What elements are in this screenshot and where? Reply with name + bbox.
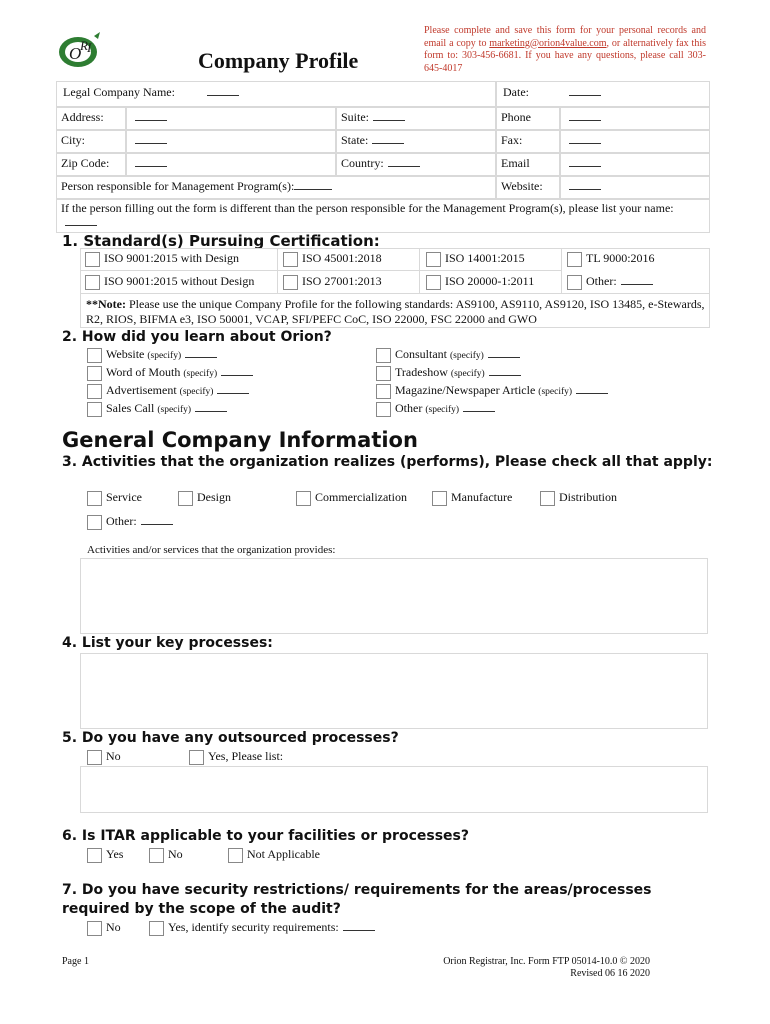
checkbox[interactable] bbox=[189, 750, 204, 765]
activity-manufacture-option[interactable]: Manufacture bbox=[432, 490, 512, 506]
form-footer: Orion Registrar, Inc. Form FTP 05014-10.0 © 2020 Revised 06 16 2020 bbox=[443, 956, 650, 979]
page-title: Company Profile bbox=[198, 48, 359, 73]
checkbox[interactable] bbox=[85, 252, 100, 267]
iso45001-option[interactable]: ISO 45001:2018 bbox=[283, 251, 382, 267]
other-standard-option[interactable]: Other: bbox=[567, 274, 653, 290]
email-link[interactable]: marketing@orion4value.com bbox=[489, 37, 607, 49]
city-field[interactable] bbox=[135, 133, 167, 144]
svg-text:I: I bbox=[87, 40, 92, 55]
fax-label: Fax: bbox=[501, 133, 523, 147]
phone-field[interactable] bbox=[569, 110, 601, 121]
legal-name-field[interactable] bbox=[207, 85, 239, 96]
activity-design-option[interactable]: Design bbox=[178, 490, 231, 506]
city-label: City: bbox=[61, 133, 86, 147]
person-field[interactable] bbox=[294, 179, 332, 190]
outsourced-no-option[interactable]: No bbox=[87, 749, 121, 765]
activity-other-field[interactable] bbox=[141, 514, 173, 525]
tl9000-option[interactable]: TL 9000:2016 bbox=[567, 251, 655, 267]
svg-text:O: O bbox=[69, 44, 82, 63]
general-info-heading: General Company Information bbox=[62, 428, 418, 452]
learn-other-option[interactable]: Other (specify) bbox=[376, 401, 495, 417]
checkbox[interactable] bbox=[85, 275, 100, 290]
phone-label: Phone bbox=[501, 110, 531, 124]
outsourced-yes-option[interactable]: Yes, Please list: bbox=[189, 749, 283, 765]
address-label: Address: bbox=[61, 110, 104, 124]
date-field[interactable] bbox=[569, 85, 601, 96]
different-person-label: If the person filling out the form is different than the person responsible for the Management Program(s), please list your name: bbox=[61, 201, 674, 215]
other-standard-field[interactable] bbox=[621, 274, 653, 285]
checkbox[interactable] bbox=[432, 491, 447, 506]
activity-service-option[interactable]: Service bbox=[87, 490, 142, 506]
iso27001-option[interactable]: ISO 27001:2013 bbox=[283, 274, 382, 290]
key-processes-textarea[interactable] bbox=[80, 653, 708, 729]
svg-text:R: R bbox=[80, 38, 88, 53]
state-label: State: bbox=[341, 133, 369, 147]
checkbox[interactable] bbox=[87, 366, 102, 381]
suite-label: Suite: bbox=[341, 110, 370, 124]
suite-field[interactable] bbox=[373, 110, 405, 121]
country-label: Country: bbox=[341, 156, 384, 170]
checkbox[interactable] bbox=[283, 275, 298, 290]
checkbox[interactable] bbox=[87, 515, 102, 530]
instructions-notice: Please complete and save this form for your personal records and email a copy to marketing@orion4value.com, or alternatively fax this form to: 303-456-6681. If you have any questions, please call 303-645-4017 bbox=[424, 25, 706, 74]
checkbox[interactable] bbox=[87, 491, 102, 506]
learn-tradeshow-option[interactable]: Tradeshow (specify) bbox=[376, 365, 521, 381]
fax-field[interactable] bbox=[569, 133, 601, 144]
outsourced-list-textarea[interactable] bbox=[80, 766, 708, 813]
security-yes-option[interactable]: Yes, identify security requirements: bbox=[149, 920, 375, 936]
activity-distribution-option[interactable]: Distribution bbox=[540, 490, 617, 506]
section-5-heading: 5. Do you have any outsourced processes? bbox=[62, 730, 399, 746]
security-field[interactable] bbox=[343, 920, 375, 931]
itar-yes-option[interactable]: Yes bbox=[87, 847, 123, 863]
activity-commercialization-option[interactable]: Commercialization bbox=[296, 490, 407, 506]
checkbox[interactable] bbox=[87, 402, 102, 417]
section-1-heading: 1. Standard(s) Pursuing Certification: bbox=[62, 232, 380, 250]
checkbox[interactable] bbox=[376, 384, 391, 399]
orion-logo bbox=[56, 30, 106, 70]
learn-consultant-option[interactable]: Consultant (specify) bbox=[376, 347, 520, 363]
section-3-heading: 3. Activities that the organization realizes (performs), Please check all that apply: bbox=[62, 454, 713, 470]
iso9001-design-option[interactable]: ISO 9001:2015 with Design bbox=[85, 251, 239, 267]
iso14001-option[interactable]: ISO 14001:2015 bbox=[426, 251, 525, 267]
activity-other-option[interactable]: Other: bbox=[87, 514, 173, 530]
checkbox[interactable] bbox=[87, 848, 102, 863]
section-4-heading: 4. List your key processes: bbox=[62, 635, 273, 651]
legal-name-row: Legal Company Name: bbox=[56, 81, 496, 107]
iso20000-option[interactable]: ISO 20000-1:2011 bbox=[426, 274, 534, 290]
checkbox[interactable] bbox=[87, 921, 102, 936]
checkbox[interactable] bbox=[376, 402, 391, 417]
standards-note: **Note: Please use the unique Company Profile for the following standards: AS9100, AS9110, AS9120, ISO 13485, e-Stewards, R2, RIOS, BIFMA e3, ISO 50001, VCAP, SFI/PEFC CoC, ISO 22000, FSC 22000 and GWO bbox=[86, 297, 705, 326]
checkbox[interactable] bbox=[228, 848, 243, 863]
learn-advertisement-option[interactable]: Advertisement (specify) bbox=[87, 383, 249, 399]
page-number: Page 1 bbox=[62, 956, 89, 967]
learn-website-option[interactable]: Website (specify) bbox=[87, 347, 217, 363]
country-field[interactable] bbox=[388, 156, 420, 167]
checkbox[interactable] bbox=[149, 921, 164, 936]
iso9001-no-design-option[interactable]: ISO 9001:2015 without Design bbox=[85, 274, 254, 290]
website-field[interactable] bbox=[569, 179, 601, 190]
checkbox[interactable] bbox=[283, 252, 298, 267]
activities-textarea[interactable] bbox=[80, 558, 708, 634]
checkbox[interactable] bbox=[149, 848, 164, 863]
checkbox[interactable] bbox=[376, 366, 391, 381]
checkbox[interactable] bbox=[178, 491, 193, 506]
different-person-field[interactable] bbox=[65, 215, 97, 226]
checkbox[interactable] bbox=[87, 348, 102, 363]
checkbox[interactable] bbox=[540, 491, 555, 506]
website-label: Website: bbox=[501, 179, 543, 193]
checkbox[interactable] bbox=[426, 275, 441, 290]
state-field[interactable] bbox=[372, 133, 404, 144]
checkbox[interactable] bbox=[426, 252, 441, 267]
checkbox[interactable] bbox=[376, 348, 391, 363]
itar-na-option[interactable]: Not Applicable bbox=[228, 847, 320, 863]
checkbox[interactable] bbox=[296, 491, 311, 506]
person-label: Person responsible for Management Program(s): bbox=[61, 179, 295, 193]
zip-field[interactable] bbox=[135, 156, 167, 167]
checkbox[interactable] bbox=[567, 275, 582, 290]
date-cell: Date: bbox=[496, 81, 710, 107]
section-2-heading: 2. How did you learn about Orion? bbox=[62, 329, 332, 345]
learn-magazine-option[interactable]: Magazine/Newspaper Article (specify) bbox=[376, 383, 608, 399]
learn-sales-call-option[interactable]: Sales Call (specify) bbox=[87, 401, 227, 417]
email-label: Email bbox=[501, 156, 530, 170]
zip-label: Zip Code: bbox=[61, 156, 110, 170]
section-6-heading: 6. Is ITAR applicable to your facilities or processes? bbox=[62, 828, 469, 844]
activities-label: Activities and/or services that the organization provides: bbox=[87, 544, 336, 556]
checkbox[interactable] bbox=[87, 750, 102, 765]
security-no-option[interactable]: No bbox=[87, 920, 121, 936]
section-7-heading: 7. Do you have security restrictions/ requirements for the areas/processes required by the scope of the audit? bbox=[62, 882, 652, 917]
checkbox[interactable] bbox=[567, 252, 582, 267]
address-field[interactable] bbox=[135, 110, 167, 121]
email-field[interactable] bbox=[569, 156, 601, 167]
checkbox[interactable] bbox=[87, 384, 102, 399]
learn-word-of-mouth-option[interactable]: Word of Mouth (specify) bbox=[87, 365, 253, 381]
itar-no-option[interactable]: No bbox=[149, 847, 183, 863]
